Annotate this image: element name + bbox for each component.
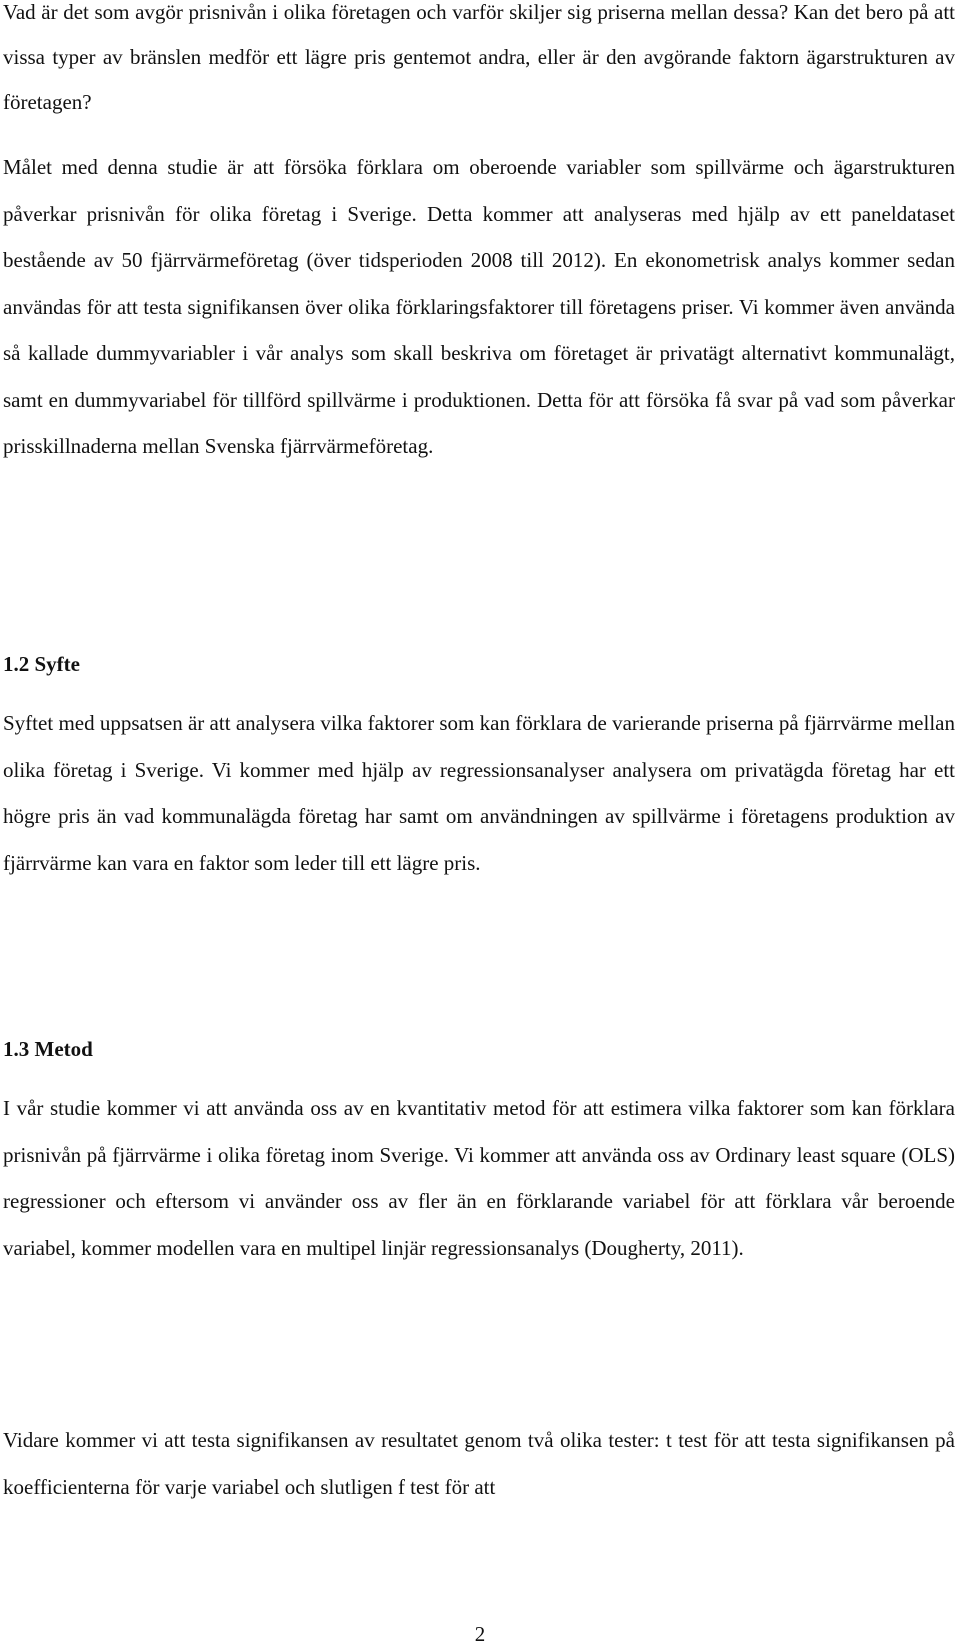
page-number: 2 <box>474 1622 486 1646</box>
section-heading-metod: 1.3 Metod <box>3 1037 93 1061</box>
aim-paragraph: Målet med denna studie är att försöka förklara om oberoende variabler som spillvärme och ägarstrukturen påverkar prisnivån för olika företag i Sverige. Detta kommer att analyseras med hjälp av ett paneldataset bestående av 50 fjärrvärmeföretag (över tidsperioden 2008 till 2012). En ekonometrisk analys kommer sedan användas för att testa signifikansen över olika förklaringsfaktorer till företagens priser. Vi kommer även använda så kallade dummyvariabler i vår analys som skall beskriva om företaget är privatägt alternativt kommunalägt, samt en dummyvariabel för tillförd spillvärme i produktionen. Detta för att försöka få svar på vad som påverkar prisskillnaderna mellan Svenska fjärrvärmeföretag. <box>3 155 955 458</box>
section-heading-syfte: 1.2 Syfte <box>3 652 80 676</box>
continuation-paragraph: Vidare kommer vi att testa signifikansen av resultatet genom två olika tester: t test för att testa signifikansen på koefficienterna för varje variabel och slutligen f test för att <box>3 1428 955 1499</box>
intro-paragraph: Vad är det som avgör prisnivån i olika företagen och varför skiljer sig priserna mellan dessa? Kan det bero på att vissa typer av bränslen medför ett lägre pris gentemot andra, eller är den avgörande faktorn ägarstrukturen av företagen? <box>3 0 955 114</box>
section-paragraph-metod: I vår studie kommer vi att använda oss av en kvantitativ metod för att estimera vilka faktorer som kan förklara prisnivån på fjärrvärme i olika företag inom Sverige. Vi kommer att använda oss av Ordinary least square (OLS) regressioner och eftersom vi använder oss av fler än en förklarande variabel för att förklara vår beroende variabel, kommer modellen vara en multipel linjär regressionsanalys (Dougherty, 2011). <box>3 1096 955 1260</box>
section-paragraph-syfte: Syftet med uppsatsen är att analysera vilka faktorer som kan förklara de varierande priserna på fjärrvärme mellan olika företag i Sverige. Vi kommer med hjälp av regressionsanalyser analysera om privatägda företag har ett högre pris än vad kommunalägda företag har samt om användningen av spillvärme i företagens produktion av fjärrvärme kan vara en faktor som leder till ett lägre pris. <box>3 711 955 875</box>
